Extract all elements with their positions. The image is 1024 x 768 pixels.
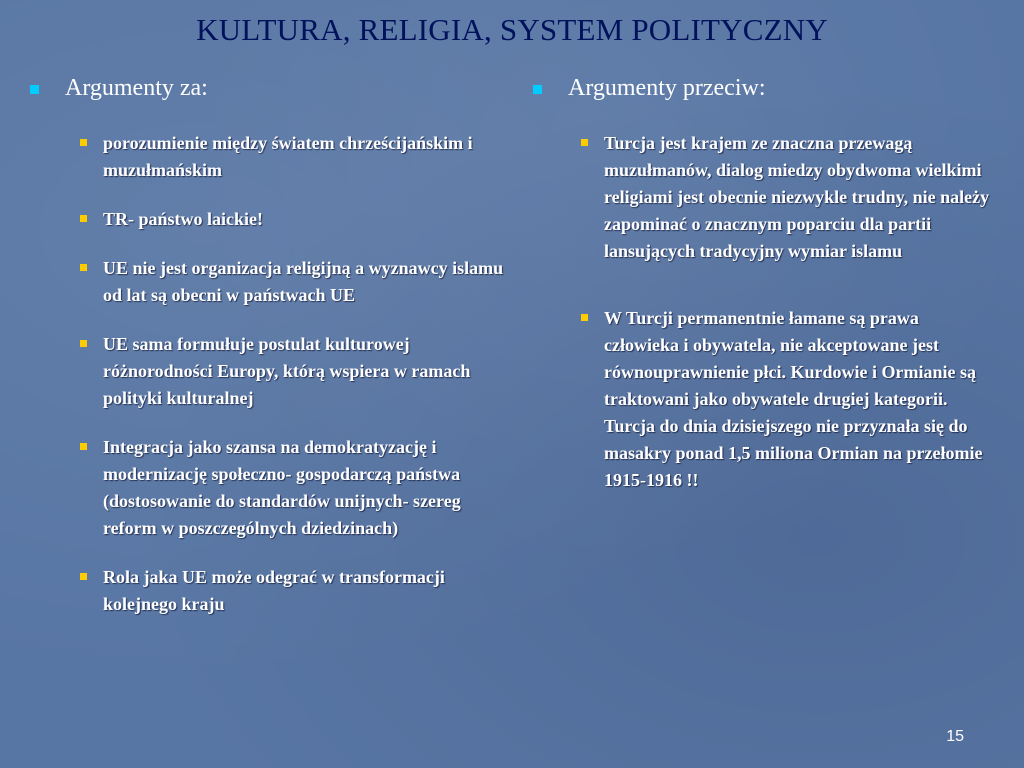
- heading-arguments-for: [30, 74, 508, 102]
- page-number: 15: [946, 728, 964, 745]
- square-bullet-icon: [80, 443, 87, 450]
- list-item: [80, 434, 508, 542]
- heading-label: Argumenty przeciw:: [568, 75, 766, 101]
- list-item-text: TR- państwo laickie!: [103, 209, 264, 229]
- list-item-text: porozumienie między światem chrześcijańskim i muzułmańskim: [103, 133, 473, 180]
- slide-title: KULTURA, RELIGIA, SYSTEM POLITYCZNY: [196, 12, 828, 47]
- heading-label: Argumenty za:: [65, 75, 208, 101]
- list-arguments-for: [80, 130, 508, 618]
- list-item: [80, 331, 508, 412]
- square-bullet-icon: [80, 264, 87, 271]
- square-bullet-icon: [533, 85, 542, 94]
- list-item: [80, 130, 508, 184]
- square-bullet-icon: [581, 314, 588, 321]
- list-item-text: UE nie jest organizacja religijną a wyznawcy islamu od lat są obecni w państwach UE: [103, 258, 504, 305]
- column-arguments-against: [533, 74, 993, 494]
- list-item: [581, 305, 993, 494]
- heading-arguments-against: [533, 74, 993, 102]
- square-bullet-icon: [80, 340, 87, 347]
- list-item-text: UE sama formułuje postulat kulturowej różnorodności Europy, którą wspiera w ramach polityki kulturalnej: [103, 334, 471, 408]
- square-bullet-icon: [581, 139, 588, 146]
- square-bullet-icon: [80, 573, 87, 580]
- list-item-text: Turcja jest krajem ze znaczna przewagą muzułmanów, dialog miedzy obydwoma wielkimi religiami jest obecnie niezwykle trudny, nie należy zapominać o znacznym poparciu dla partii lansujących tradycyjny wymiar islamu: [604, 133, 990, 261]
- list-item-text: Rola jaka UE może odegrać w transformacji kolejnego kraju: [103, 567, 445, 614]
- list-item: [80, 255, 508, 309]
- square-bullet-icon: [80, 139, 87, 146]
- square-bullet-icon: [30, 85, 39, 94]
- list-item: [80, 564, 508, 618]
- square-bullet-icon: [80, 215, 87, 222]
- list-item: [80, 206, 508, 233]
- column-arguments-for: [30, 74, 508, 640]
- list-item-text: W Turcji permanentnie łamane są prawa człowieka i obywatela, nie akceptowane jest równouprawnienie płci. Kurdowie i Ormianie są traktowani jako obywatele drugiej kategorii. Turcja do dnia dzisiejszego nie przyznała się do masakry ponad 1,5 miliona Ormian na przełomie 1915-1916 !!: [604, 308, 983, 490]
- list-arguments-against: [581, 130, 993, 494]
- list-item-text: Integracja jako szansa na demokratyzację i modernizację społeczno- gospodarczą państwa (dostosowanie do standardów unijnych- szereg reform w poszczególnych dziedzinach): [103, 437, 461, 538]
- list-item: [581, 130, 993, 265]
